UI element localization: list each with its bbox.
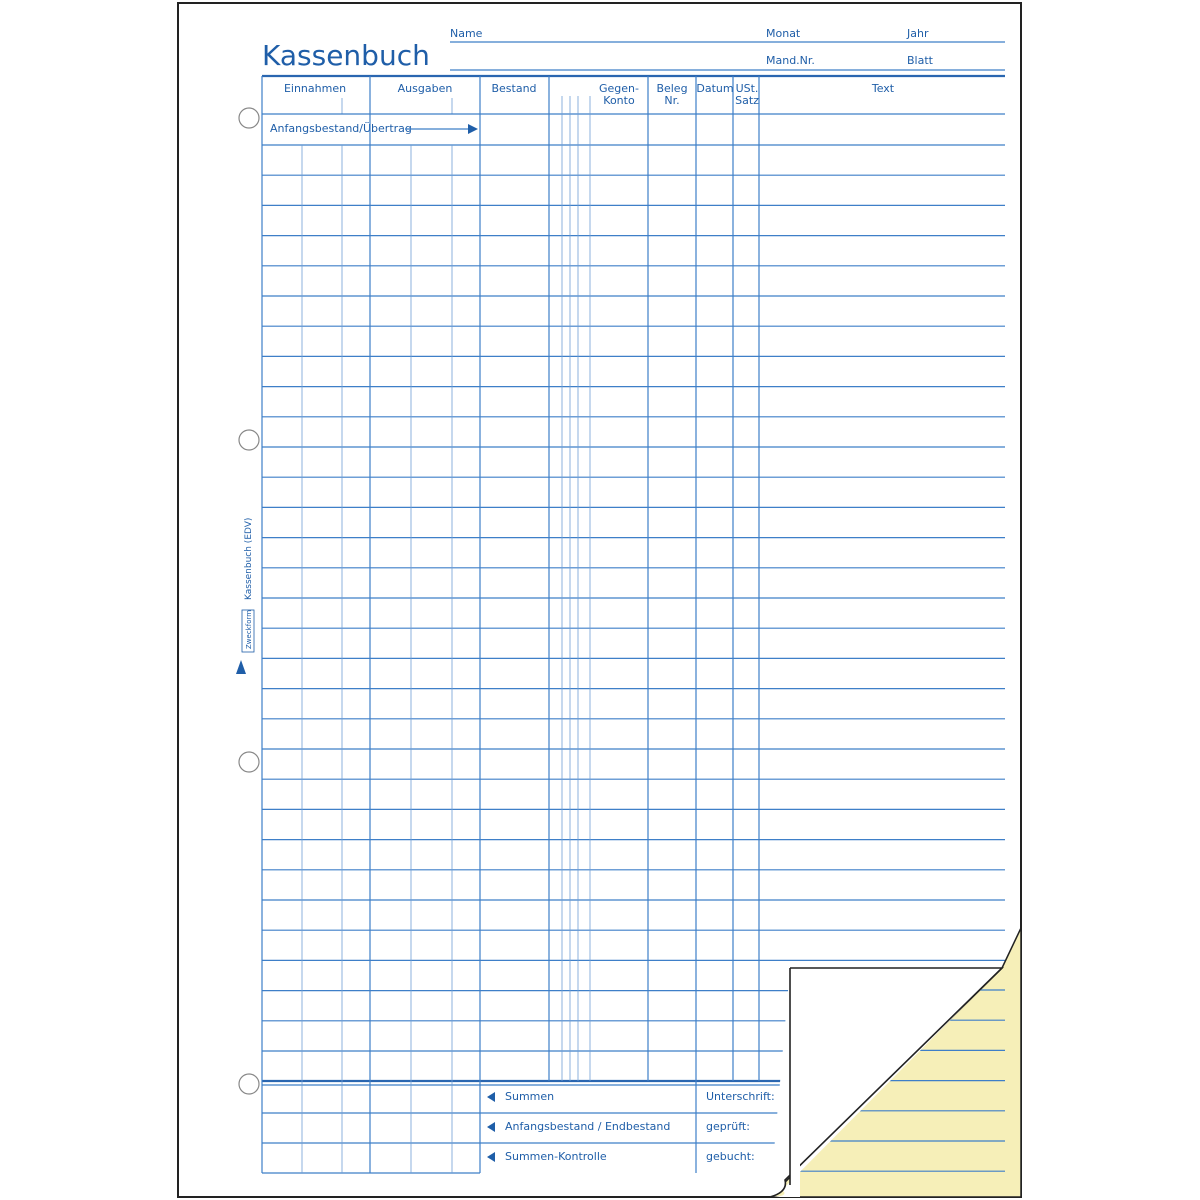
jahr-label: Jahr xyxy=(907,27,929,40)
punch-hole-icon xyxy=(239,1074,259,1094)
anfangsbestand-label: Anfangsbestand/Übertrag xyxy=(270,122,412,135)
col-ausgaben: Ausgaben xyxy=(397,82,453,95)
col-gegen-konto-1: Gegen- xyxy=(599,82,639,95)
monat-label: Monat xyxy=(766,27,801,40)
side-label: Kassenbuch (EDV) xyxy=(244,517,254,600)
col-ust-1: USt. xyxy=(735,82,759,95)
col-bestand: Bestand xyxy=(491,82,537,95)
mand-nr-label: Mand.Nr. xyxy=(766,54,815,67)
page-curl-edge xyxy=(790,970,800,1197)
form-title: Kassenbuch xyxy=(262,39,430,72)
blatt-label: Blatt xyxy=(907,54,933,67)
punch-hole-icon xyxy=(239,430,259,450)
col-beleg-1: Beleg xyxy=(656,82,688,95)
unterschrift-label: Unterschrift: xyxy=(706,1090,775,1103)
name-label: Name xyxy=(450,27,483,40)
col-ust-2: Satz xyxy=(735,94,759,107)
col-gegen-konto-2: Konto xyxy=(603,94,635,107)
col-einnahmen: Einnahmen xyxy=(283,82,347,95)
col-datum: Datum xyxy=(696,82,734,95)
col-text: Text xyxy=(871,82,895,95)
punch-hole-icon xyxy=(239,108,259,128)
brand-name: Zweckform xyxy=(245,609,253,649)
gebucht-label: gebucht: xyxy=(706,1150,755,1163)
summen-label: Summen xyxy=(505,1090,555,1103)
col-beleg-2: Nr. xyxy=(664,94,680,107)
side-label-group xyxy=(244,518,254,600)
punch-hole-icon xyxy=(239,752,259,772)
anfangs-endbestand-label: Anfangsbestand / Endbestand xyxy=(505,1120,671,1133)
geprueft-label: geprüft: xyxy=(706,1120,750,1133)
summen-kontrolle-label: Summen-Kontrolle xyxy=(505,1150,607,1163)
